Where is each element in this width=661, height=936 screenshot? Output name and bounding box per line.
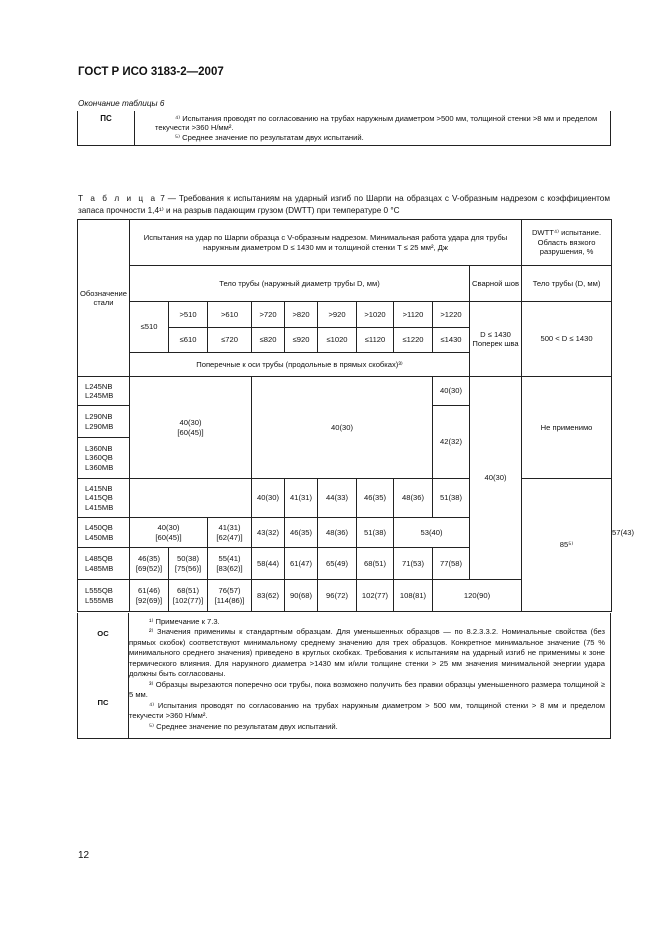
note-4b: ⁴⁾ Испытания проводят по согласованию на трубах наружным диаметром > 500 мм, толщиной стенки > 8 мм и пределом текучести >360 Н/мм². (129, 700, 605, 721)
g4-val-5: 51(38) (433, 479, 470, 518)
g6-val-4: 71(53) (394, 548, 433, 580)
steel-group-6: L485QB L485MB (78, 548, 130, 580)
weld-value: 40(30) (470, 377, 522, 580)
g6-b: 50(38) [75(56)] (169, 548, 208, 580)
g7-c: 76(57) [114(86)] (208, 580, 252, 612)
steel-group-5: L450QB L450MB (78, 518, 130, 548)
g6-val-3: 68(51) (357, 548, 394, 580)
big-left-cell (130, 377, 252, 479)
table7-caption (78, 193, 610, 217)
g5-b: 41(31) [62(47)] (208, 518, 252, 548)
note-4: ⁴⁾ Испытания проводят по согласованию на трубах наружным диаметром >500 мм, толщиной стенки >8 мм и пределом текучести >360 Н/мм². (155, 114, 598, 133)
steel-group-4: L415NB L415QB L415MB (78, 479, 130, 518)
label-os: ОС (97, 629, 109, 638)
note-5b: ⁵⁾ Среднее значение по результатам двух испытаний. (149, 721, 338, 731)
d-upper-1: >510 (169, 302, 208, 328)
steel-group-7: L555QB L555MB (78, 580, 130, 612)
table6-end (77, 111, 611, 146)
page-header: ГОСТ Р ИСО 3183-2—2007 (78, 66, 224, 78)
ps-label: ПС (78, 111, 135, 146)
steel-group-2: L290NB L290MB (78, 406, 130, 438)
steel-group-1: L245NB L245MB (78, 377, 130, 406)
d-upper-2: >610 (208, 302, 252, 328)
g7-val-5: 120(90) (433, 580, 522, 612)
g4-val-3: 46(35) (357, 479, 394, 518)
head-steel: Обозначение стали (78, 220, 130, 377)
g5-val-1: 46(35) (285, 518, 318, 548)
g5-val-0: 43(32) (252, 518, 285, 548)
d-upper-0: ≤510 (130, 302, 169, 353)
head-charpy: Испытания на удар по Шарпи образца с V-образным надрезом. Минимальная работа удара для трубы наружным диаметром D ≤ 1430 мм и толщиной стенки T ≤ 25 мм², Дж (130, 220, 522, 266)
dwtt-cond: 500 < D ≤ 1430 (522, 302, 612, 377)
head-dwtt-body: Тело трубы (D, мм) (522, 266, 612, 302)
table7-notes (77, 613, 611, 739)
direction-note: Поперечные к оси трубы (продольные в прямых скобках)³⁾ (130, 353, 470, 377)
g5-val-2: 48(36) (318, 518, 357, 548)
caption-text: 7 — Требования к испытаниям на ударный изгиб по Шарпи на образцах с V-образным надрезом с коэффициентом запаса прочности 1,4¹⁾ и на разрыв падающим грузом (DWTT) при температуре 0 °С (78, 194, 610, 215)
g6-val-0: 58(44) (252, 548, 285, 580)
label-ps: ПС (97, 698, 109, 708)
g5-val-3: 51(38) (357, 518, 394, 548)
g5-a: 40(30) [60(45)] (130, 518, 208, 548)
steel-group-3: L360NB L360QB L360MB (78, 438, 130, 479)
d-lower-4: ≤1020 (318, 328, 357, 353)
g7-val-3: 102(77) (357, 580, 394, 612)
d-upper-8: >1220 (433, 302, 470, 328)
g6-val-2: 65(49) (318, 548, 357, 580)
d-lower-7: ≤1430 (433, 328, 470, 353)
big-left-a: 40(30) (179, 418, 202, 428)
note-1: ¹⁾ Примечание к 7.3. (149, 617, 220, 626)
page-number: 12 (78, 850, 90, 861)
d-lower-5: ≤1120 (357, 328, 394, 353)
big-mid-cell: 40(30) (252, 377, 433, 479)
g6-a: 46(35) [69(52)] (130, 548, 169, 580)
dwtt-85: 85⁵⁾ (522, 479, 612, 612)
d-upper-6: >1020 (357, 302, 394, 328)
g7-b: 68(51) [102(77)] (169, 580, 208, 612)
d-lower-2: ≤820 (252, 328, 285, 353)
head-body: Тело трубы (наружный диаметр трубы D, мм) (130, 266, 470, 302)
v-1430-g1: 40(30) (433, 377, 470, 406)
caption-prefix: Т а б л и ц а (78, 194, 158, 203)
note-5: ⁵⁾ Среднее значение по результатам двух испытаний. (175, 132, 364, 142)
g7-val-0: 83(62) (252, 580, 285, 612)
g7-a: 61(46) [92(69)] (130, 580, 169, 612)
note-2: ²⁾ Значения применимы к стандартным образцам. Для уменьшенных образцов — по 8.2.3.3.2. Номинальные свойства (без прямых скобок) соответствуют минимальному среднему значению для трех образцов. Конкретное минимальное значение (75 % минимального среднего значения) приведено в круглых скобках. Требования к испытаниям на ударный изгиб не применимы к зоне термического влияния. Для наружного диаметра >1430 мм и/или толщине стенки > 25 мм значения минимальной энергии удара должны быть согласованы. (129, 627, 605, 679)
g7-val-1: 90(68) (285, 580, 318, 612)
d-lower-6: ≤1220 (394, 328, 433, 353)
table7: Обозначение стали Испытания на удар по Шарпи образца с V-образным надрезом. Минимальная работа удара для трубы наружным диаметром D ≤ 1430 мм и толщиной стенки T ≤ 25 мм², Дж DWTT⁴⁾ испытание. Область вязкого разрушения, % Тело трубы (наружный диаметр трубы D, мм) Сварной шов Тело трубы (D, мм) ≤510 >510 >610 >720 >820 >920 >1020 >1120 >1220 D ≤ 1430 Поперек шва 500 < D ≤ 1430 ≤610 ≤720 ≤820 ≤920 ≤1020 ≤1120 ≤1220 ≤1430 Поперечные к оси трубы (продольные в прямых скобках)³⁾ L245NB L245MB 40(30) [60(45)] 40(30) 40(30) 40(30) Не применимо L290NB L290MB 42(32) L360NB L360QB L360MB L415NB L415QB L415MB 40(30) 41(31) 44(33) 46(35) 48(36) 51(38) 85⁵⁾ L450QB L450MB 40(30) [60(45)] 41(31) [62(47)] 43(32) 46(35) 48(36) 51(38) 53(40) 57(43) L485QB L485MB 46(35) [69(52)] 50(38) [75(56)] 55(41) [83(62)] 58(44) 61(47) 65(49) 68(51) 71(53) 77(58) L555QB L555MB 61(46) [92(69)] 68(51) [102(77)] 76(57) [114(86)] 83(62) 90(68) 96(72) 102(77) 108(81) 120(90) (77, 219, 612, 612)
g4-val-4: 48(36) (394, 479, 433, 518)
weld-cond: D ≤ 1430 Поперек шва (470, 302, 522, 377)
head-dwtt: DWTT⁴⁾ испытание. Область вязкого разрушения, % (522, 220, 612, 266)
d-lower-3: ≤920 (285, 328, 318, 353)
d-lower-1: ≤720 (208, 328, 252, 353)
note-3: ³⁾ Образцы вырезаются поперечно оси трубы, пока возможно получить без правки образцы уменьшенного размера толщиной ≥ 5 мм. (129, 679, 605, 700)
g7-val-2: 96(72) (318, 580, 357, 612)
d-upper-4: >820 (285, 302, 318, 328)
d-upper-7: >1120 (394, 302, 433, 328)
g7-val-4: 108(81) (394, 580, 433, 612)
g6-c: 55(41) [83(62)] (208, 548, 252, 580)
g6-val-5: 77(58) (433, 548, 470, 580)
d-lower-0: ≤610 (169, 328, 208, 353)
big-left-b: [60(45)] (177, 427, 204, 437)
d-upper-3: >720 (252, 302, 285, 328)
v-1430-g23: 42(32) (433, 406, 470, 479)
g5-val-4: 53(40) (394, 518, 470, 548)
g6-val-1: 61(47) (285, 548, 318, 580)
g4-val-2: 44(33) (318, 479, 357, 518)
table-continuation-label: Окончание таблицы 6 (78, 99, 165, 108)
dwtt-not-applicable: Не применимо (522, 377, 612, 479)
g4-val-1: 41(31) (285, 479, 318, 518)
d-upper-5: >920 (318, 302, 357, 328)
g4-val-0: 40(30) (252, 479, 285, 518)
notes-labels (78, 613, 129, 739)
head-weld: Сварной шов (470, 266, 522, 302)
